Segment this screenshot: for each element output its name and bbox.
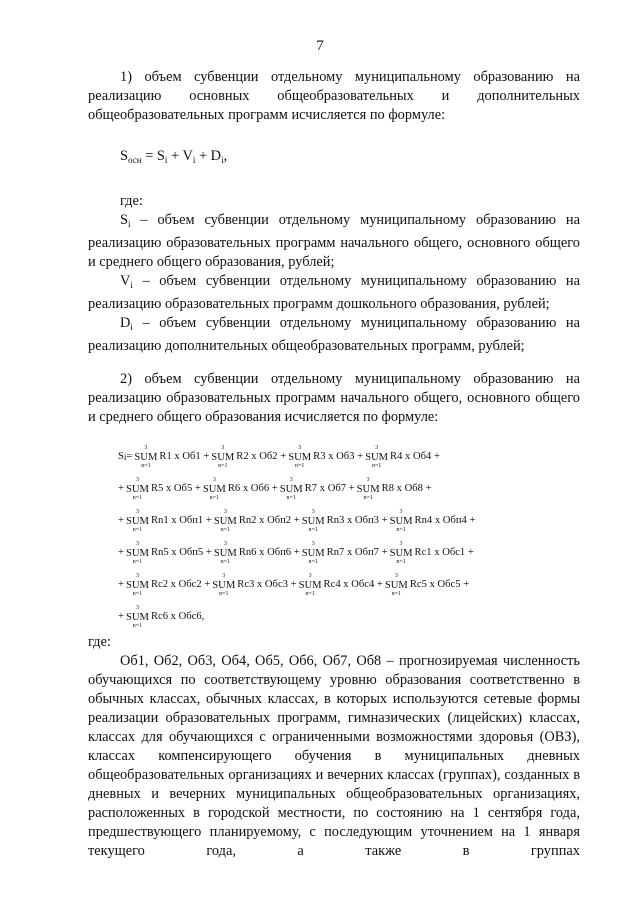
sum-symbol: SUM — [301, 547, 325, 559]
sum-upper-limit: 3 — [135, 604, 139, 611]
sum-upper-limit: 3 — [298, 444, 302, 451]
formula-plus-d: + D — [195, 148, 222, 164]
def-text: – объем субвенции отдельному муниципальному образованию на реализацию образовательных программ начального общего, основного общего и среднего общего образования, рублей; — [88, 212, 580, 270]
sum-operator — [357, 477, 380, 502]
sum-upper-limit: 3 — [222, 572, 226, 579]
def-symbol: V — [120, 273, 131, 289]
sum-upper-limit: 3 — [366, 476, 370, 483]
sum-upper-limit: 3 — [223, 508, 227, 515]
sum-operator — [211, 445, 234, 470]
formula-eq: = S — [141, 148, 165, 164]
sum-upper-limit: 3 — [311, 508, 315, 515]
sum-lhs-subscript: i — [123, 451, 127, 462]
sum-lower-limit: n=1 — [294, 462, 305, 469]
sum-lower-limit: n=1 — [132, 494, 143, 501]
sum-term: R8 x Об8 + — [381, 482, 432, 494]
sum-operator — [126, 605, 149, 630]
sum-upper-limit: 3 — [308, 572, 312, 579]
sum-operator — [214, 541, 237, 566]
sum-lower-limit: n=1 — [132, 558, 143, 565]
sum-lower-limit: n=1 — [391, 590, 402, 597]
sum-lower-limit: n=1 — [141, 462, 151, 469]
sum-term: R5 x Об5 + — [150, 482, 201, 494]
sum-formula-row — [118, 569, 580, 601]
sum-term: Rn6 x Обп6 + — [238, 546, 300, 558]
formula-end: , — [223, 148, 228, 164]
sum-term: Rn3 x Обп3 + — [326, 514, 388, 526]
formula-subscript-i: i — [221, 155, 224, 165]
def-text: – объем субвенции отдельному муниципальному образованию на реализацию дополнительных общеобразовательных программ, рублей; — [88, 315, 580, 354]
def-subscript: i — [128, 219, 131, 229]
sum-term: Rn5 x Обп5 + — [150, 546, 212, 558]
definition-s — [88, 211, 580, 272]
sum-symbol: SUM — [279, 483, 303, 495]
sum-symbol: SUM — [301, 515, 325, 527]
sum-upper-limit: 3 — [394, 572, 398, 579]
sum-symbol: SUM — [389, 547, 413, 559]
sum-upper-limit: 3 — [399, 508, 403, 515]
sum-operator — [365, 445, 388, 470]
sum-symbol: SUM — [125, 515, 149, 527]
sum-operator — [126, 541, 149, 566]
sum-lower-limit: n=1 — [218, 462, 228, 469]
sum-term: R2 x Об2 + — [236, 450, 287, 462]
sum-term: Rc4 x Обс4 + — [323, 578, 383, 590]
sum-operator — [390, 541, 413, 566]
sum-row-plus: + — [118, 610, 124, 622]
sum-term: Rc5 x Обс5 + — [409, 578, 470, 590]
sum-symbol: SUM — [213, 547, 237, 559]
paragraph-1: 1) объем субвенции отдельному муниципальному образованию на реализацию основных общеобразовательных и дополнительных общеобразовательных программ исчисляется по формуле: — [88, 69, 580, 123]
def-symbol: S — [120, 212, 129, 228]
sum-lhs-symbol: S — [118, 450, 124, 462]
paragraph-2: 2) объем субвенции отдельному муниципальному образованию на реализацию образовательных программ начального общего, основного общего и среднего общего образования исчисляется по формуле: — [88, 371, 580, 425]
sum-symbol: SUM — [211, 451, 235, 463]
sum-term: Rc2 x Обс2 + — [150, 578, 211, 590]
sum-lower-limit: n=1 — [396, 526, 406, 533]
sum-term: Rn7 x Обп7 + — [326, 546, 388, 558]
def-subscript: i — [130, 280, 133, 290]
sum-upper-limit: 3 — [221, 444, 225, 451]
sum-upper-limit: 3 — [135, 572, 139, 579]
sum-upper-limit: 3 — [135, 540, 139, 547]
where-label-2: где: — [88, 634, 111, 650]
sum-symbol: SUM — [125, 579, 149, 591]
sum-lower-limit: n=1 — [132, 590, 143, 597]
sum-operator — [214, 509, 237, 534]
sum-lower-limit: n=1 — [371, 462, 382, 469]
formula-subscript-i: i — [164, 155, 168, 165]
sum-operator — [280, 477, 303, 502]
sum-operator — [134, 445, 157, 470]
sum-lower-limit: n=1 — [219, 590, 229, 597]
def-symbol: D — [120, 315, 131, 331]
sum-operator — [203, 477, 226, 502]
sum-symbol: SUM — [213, 515, 237, 527]
sum-upper-limit: 3 — [289, 476, 293, 483]
sum-operator — [126, 477, 149, 502]
page-number: 7 — [316, 38, 324, 54]
sum-row-plus: + — [118, 482, 124, 494]
sum-term: Rn1 x Обп1 + — [150, 514, 212, 526]
sum-symbol: SUM — [125, 547, 149, 559]
sum-operator — [126, 573, 149, 598]
sum-lower-limit: n=1 — [209, 494, 220, 501]
sum-symbol: SUM — [125, 483, 149, 495]
sum-term: R3 x Об3 + — [313, 450, 364, 462]
sum-symbol: SUM — [288, 451, 312, 463]
sum-lower-limit: n=1 — [132, 526, 143, 533]
paragraph-3: Об1, Об2, Об3, Об4, Об5, Об6, Об7, Об8 – прогнозируемая численность обучающихся по соответствующему уровню образования соответственно в обычных классах, обычных классах, в которых используются сетевые формы реализации образовательных программ, гимназических (лицейских) классах, классах для обучающихся с ограниченными возможностями здоровья (ОВЗ), классах компенсирующего обучения в муниципальных дневных общеобразовательных организациях и вечерних классах (группах), созданных в дневных и вечерних муниципальных общеобразовательных организациях, расположенных в городской местности, по состоянию на 1 сентября года, предшествующего планируемому, с последующим уточнением на 1 января текущего года, а также в группах — [88, 653, 580, 859]
sum-operator — [288, 445, 311, 470]
sum-lower-limit: n=1 — [305, 590, 315, 597]
sum-lower-limit: n=1 — [286, 494, 296, 501]
sum-operator — [385, 573, 408, 598]
sum-formula-row — [118, 537, 580, 569]
sum-term: Rc1 x Обс1 + — [414, 546, 474, 558]
sum-upper-limit: 3 — [311, 540, 315, 547]
sum-symbol: SUM — [298, 579, 322, 591]
sum-formula-row — [118, 505, 580, 537]
sum-upper-limit: 3 — [223, 540, 227, 547]
sum-symbol: SUM — [365, 451, 389, 463]
where-label-1: где: — [120, 193, 143, 209]
definition-v — [88, 272, 580, 314]
sum-lower-limit: n=1 — [308, 526, 318, 533]
sum-symbol: SUM — [389, 515, 413, 527]
sum-operator — [299, 573, 322, 598]
sum-formula-row — [118, 601, 580, 633]
sum-lower-limit: n=1 — [363, 494, 373, 501]
document-body — [88, 68, 580, 861]
def-text: – объем субвенции отдельному муниципальному образованию на реализацию образовательных программ дошкольного образования, рублей; — [88, 273, 580, 312]
sum-operator — [302, 541, 325, 566]
sum-lhs-eq: = — [126, 450, 133, 462]
sum-lower-limit: n=1 — [308, 558, 318, 565]
formula-subscript-osn: осн — [128, 155, 142, 165]
formula-symbol-s: S — [120, 148, 129, 164]
sum-lower-limit: n=1 — [220, 526, 231, 533]
sum-formula — [118, 441, 580, 633]
sum-symbol: SUM — [356, 483, 380, 495]
sum-upper-limit: 3 — [144, 444, 148, 451]
sum-operator — [302, 509, 325, 534]
sum-symbol: SUM — [384, 579, 408, 591]
sum-upper-limit: 3 — [399, 540, 403, 547]
sum-term: Rn4 x Обп4 + — [414, 514, 476, 526]
sum-upper-limit: 3 — [375, 444, 379, 451]
sum-lower-limit: n=1 — [132, 622, 143, 629]
sum-formula-row — [118, 473, 580, 505]
sum-symbol: SUM — [212, 579, 236, 591]
sum-term: R7 x Об7 + — [304, 482, 355, 494]
sum-term: R1 x Об1 + — [159, 450, 210, 462]
sum-upper-limit: 3 — [212, 476, 216, 483]
sum-row-plus: + — [118, 514, 124, 526]
sum-lower-limit: n=1 — [220, 558, 231, 565]
formula-main — [120, 147, 580, 170]
sum-symbol: SUM — [125, 611, 149, 623]
sum-upper-limit: 3 — [135, 508, 139, 515]
sum-operator — [126, 509, 149, 534]
sum-row-plus: + — [118, 578, 124, 590]
definition-d — [88, 314, 580, 356]
sum-symbol: SUM — [134, 451, 158, 463]
sum-term: R4 x Об4 + — [390, 450, 440, 462]
sum-term: Rc3 x Обс3 + — [237, 578, 297, 590]
sum-operator — [390, 509, 413, 534]
sum-term: Rn2 x Обп2 + — [238, 514, 300, 526]
sum-row-plus: + — [118, 546, 124, 558]
sum-symbol: SUM — [202, 483, 226, 495]
sum-upper-limit: 3 — [135, 476, 139, 483]
sum-formula-row — [118, 441, 580, 473]
sum-term: Rc6 x Обс6, — [150, 610, 205, 622]
def-subscript: i — [130, 322, 133, 332]
formula-subscript-i: i — [192, 155, 196, 165]
sum-lower-limit: n=1 — [396, 558, 406, 565]
sum-term: R6 x Об6 + — [227, 482, 278, 494]
formula-plus-v: + V — [167, 148, 193, 164]
sum-operator — [212, 573, 235, 598]
